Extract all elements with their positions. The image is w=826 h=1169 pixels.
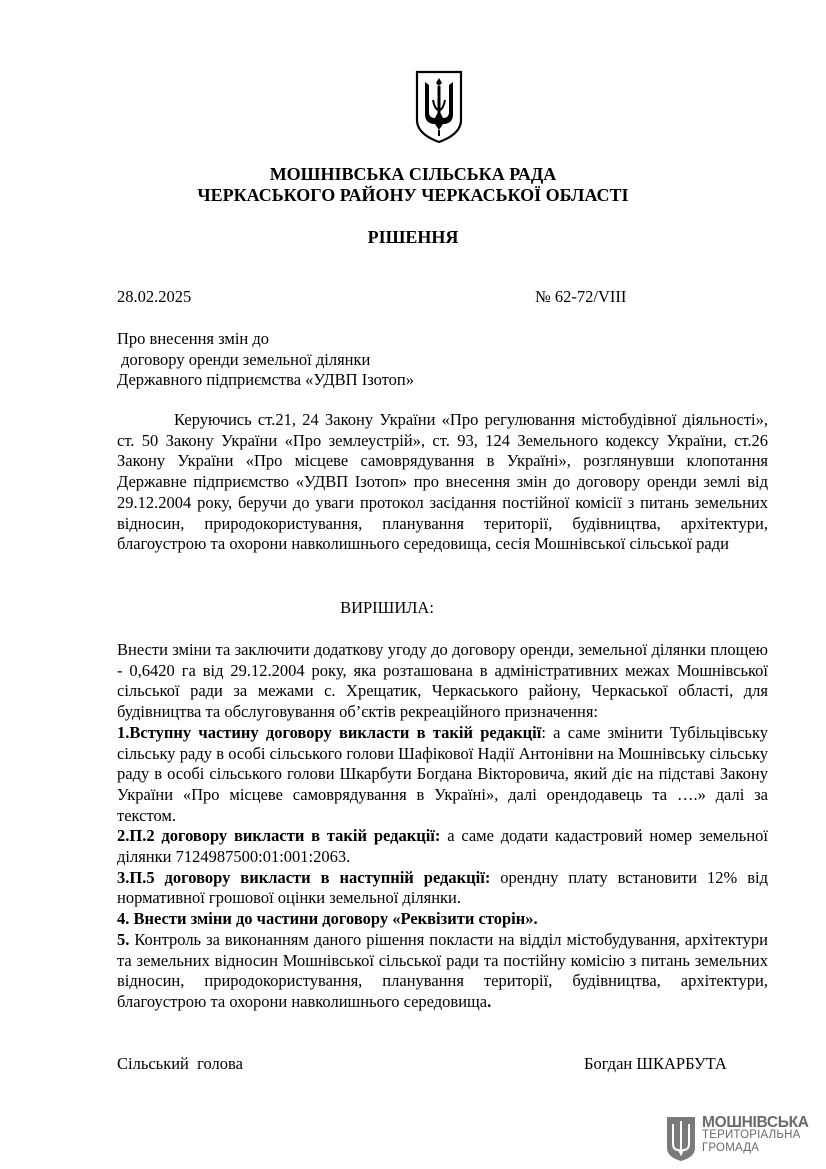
decision-item	[117, 868, 768, 909]
decision-body	[117, 640, 768, 1013]
subject-line: Про внесення змін до	[117, 329, 270, 348]
council-name: МОШНІВСЬКА СІЛЬСЬКА РАДА	[269, 164, 557, 184]
signature-name: Богдан ШКАРБУТА	[584, 1054, 727, 1073]
item-heading: 2.П.2 договору викласти в такій редакції:	[117, 826, 441, 846]
intro-paragraph: Внести зміни та заключити додаткову угоду до договору оренди, земельної ділянки площею - 0,6420 га від 29.12.2004 року, яка розташована в адміністративних межах Мошнівської сільської ради за межами с. Хрещатик, Черкаського району, Черкаської області, для будівництва та обслуговування об’єктів рекреаційного призначення:	[117, 640, 768, 722]
resolved-heading: ВИРІШИЛА:	[340, 598, 434, 617]
item-heading: 1.Вступну частину договору викласти в такій редакції	[117, 722, 542, 742]
item-heading: 5.	[117, 929, 130, 949]
document-number: № 62-72/VIII	[535, 287, 627, 306]
logo-text	[702, 1116, 809, 1155]
item-text: : а саме змінити Тубільцівську сільську раду в особі сільського голови Шафікової Надії Антонівни на Мошнівську сільську раду в особі сільського голови Шкарбути Богдана Вікторовича, який діє на підставі Закону України «Про місцеве самоврядування в Україні», далі орендодавець та ….» далі за текстом.	[117, 722, 768, 825]
decision-item	[117, 930, 768, 1013]
subject-line: Державного підприємства «УДВП Ізотоп»	[117, 370, 414, 389]
document-title: РІШЕННЯ	[367, 227, 459, 247]
trident-coat-of-arms-icon	[414, 70, 464, 144]
item-tail: .	[487, 991, 492, 1011]
decision-item	[117, 909, 768, 930]
item-text: а саме додати кадастровий номер земельної ділянки 7124987500:01:001:2063.	[117, 826, 768, 867]
decision-item	[117, 826, 768, 867]
signature-row	[117, 1054, 768, 1074]
item-text: Контроль за виконанням даного рішення покласти на відділ містобудування, архітектури та земельних відносин Мошнівської сільської ради та постійну комісію з питань земельних відносин, природокористування, планування території, будівництва, архітектури, благоустрою та охорони навколишнього середовища	[117, 929, 768, 1011]
preamble-paragraph	[117, 410, 768, 555]
item-text: орендну плату встановити 12% від нормативної грошової оцінки земельної ділянки.	[117, 867, 769, 908]
subject-block	[117, 329, 768, 391]
logo-subtitle: ТЕРИТОРІАЛЬНА	[702, 1129, 801, 1141]
logo-title: МОШНІВСЬКА	[702, 1114, 809, 1131]
document-date: 28.02.2025	[117, 287, 192, 306]
trident-shield-icon	[666, 1116, 696, 1162]
item-heading: 3.П.5 договору викласти в наступній редакції:	[117, 867, 491, 887]
subject-line: договору оренди земельної ділянки	[117, 349, 371, 369]
date-number-row	[117, 287, 768, 307]
community-logo	[666, 1114, 809, 1162]
council-region: ЧЕРКАСЬКОГО РАЙОНУ ЧЕРКАСЬКОЇ ОБЛАСТІ	[197, 185, 629, 205]
signature-position: Сільський голова	[117, 1054, 243, 1073]
item-heading: 4. Внести зміни до частини договору «Реквізити сторін».	[117, 909, 538, 929]
preamble-text: Керуючись ст.21, 24 Закону України «Про регулювання містобудівної діяльності», ст. 50 Закону України «Про землеустрій», ст. 93, 124 Земельного кодексу України, ст.26 Закону України «Про місцеве самоврядування в Україні», розглянувши клопотання Державне підприємство «УДВП Ізотоп» про внесення змін до договору оренди землі від 29.12.2004 року, беручи до уваги протокол засідання постійної комісії з питань земельних відносин, природокористування, планування території, будівництва, архітектури, благоустрою та охорони навколишнього середовища, сесія Мошнівської сільської ради	[117, 410, 768, 554]
logo-subtitle: ГРОМАДА	[702, 1142, 760, 1154]
decision-item	[117, 723, 768, 827]
